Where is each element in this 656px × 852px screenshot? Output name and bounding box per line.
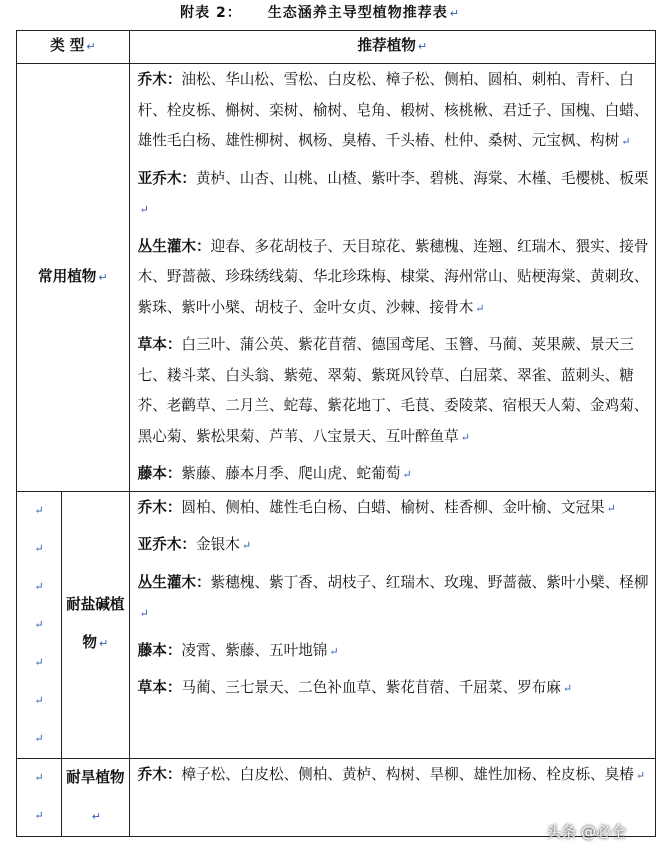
section-common-plants [129,64,655,492]
section-drought-label: 耐旱植物↵ [62,758,130,836]
header-type: 类 型 ↵ [17,31,130,64]
section-salt-label: 耐盐碱植物 ↵ [62,491,130,758]
paragraph-mark-icon: ↵ [449,7,460,20]
plant-group: 藤本：紫藤、藤本月季、爬山虎、蛇葡萄 ↵ [137,465,412,482]
watermark: 头条 @必全 [546,823,626,841]
plant-group: 藤本：凌霄、紫藤、五叶地锦 ↵ [137,641,339,659]
paragraph-marks-column: ↵ ↵ ↵ ↵ ↵ ↵ ↵ [17,491,62,758]
caption-title: 生态涵养主导型植物推荐表 [267,5,448,21]
paragraph-marks-column: ↵ ↵ [17,758,62,836]
plant-group: 亚乔木：金银木 ↵ [137,536,252,553]
plant-table [16,30,656,837]
plant-group: 乔木：樟子松、白皮松、侧柏、黄栌、构树、旱柳、雄性加杨、栓皮栎、臭椿 ↵ [137,765,646,783]
plant-group: 乔木：油松、华山松、雪松、白皮松、樟子松、侧柏、圆柏、刺柏、青杆、白杆、栓皮栎、槲树、栾树、榆树、皂角、椴树、核桃楸、君迁子、国槐、白蜡、雄性毛白杨、雄性柳树、枫杨、臭椿、千头椿、杜仲、桑树、元宝枫、构树 ↵ [137,71,649,149]
plant-group: 草本：白三叶、蒲公英、紫花苜蓿、德国鸢尾、玉簪、马蔺、荚果蕨、景天三七、耧斗菜、白头翁、紫菀、翠菊、紫斑风铃草、白屈菜、翠雀、蓝刺头、糖芥、老鹳草、二月兰、蛇莓、紫花地丁、毛茛、委陵菜、宿根天人菊、金鸡菊、黑心菊、紫松果菊、芦苇、八宝景天、互叶醉鱼草 ↵ [137,336,649,445]
section-common-label: 常用植物 ↵ [17,64,130,492]
table-caption [0,0,640,30]
section-common-row [17,64,656,492]
plant-group: 亚乔木：黄栌、山杏、山桃、山楂、紫叶李、碧桃、海棠、木槿、毛樱桃、板栗↵ [137,169,649,216]
plant-group: 丛生灌木：迎春、多花胡枝子、天目琼花、紫穗槐、连翘、红瑞木、猥实、接骨木、野蔷薇、珍珠绣线菊、华北珍珠梅、棣棠、海州常山、贴梗海棠、黄刺玫、紫珠、紫叶小檗、胡枝子、金叶女贞、沙棘、接骨木 ↵ [137,237,649,316]
section-salt-plants [129,491,655,758]
section-salt-row [17,491,656,758]
plant-group: 丛生灌木：紫穗槐、紫丁香、胡枝子、红瑞木、玫瑰、野蔷薇、紫叶小檗、柽柳↵ [137,573,649,620]
table-header-row [17,31,656,64]
caption-number: 附表 2： [180,5,242,21]
plant-group: 草本：马蔺、三七景天、二色补血草、紫花苜蓿、千屈菜、罗布麻 ↵ [137,679,573,696]
header-plants: 推荐植物 ↵ [129,31,655,64]
plant-group: 乔木：圆柏、侧柏、雄性毛白杨、白蜡、榆树、桂香柳、金叶榆、文冠果 ↵ [137,498,616,516]
